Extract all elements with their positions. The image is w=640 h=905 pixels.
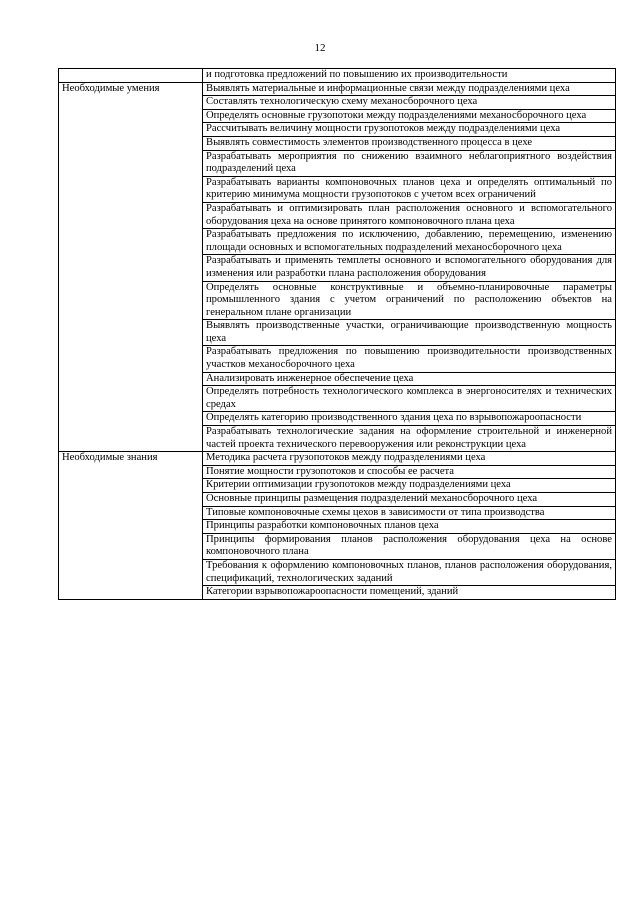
continuation-label-cell [59, 69, 203, 83]
section-label-skills: Необходимые умения [59, 82, 203, 452]
requirement-item: Определять основные конструктивные и объемно-планировочные параметры промышленного здания с учетом ограничений по расположению объектов на генеральном плане организации [203, 281, 616, 320]
page-number: 12 [314, 42, 326, 54]
requirement-item: Анализировать инженерное обеспечение цеха [203, 372, 616, 386]
requirement-item: Определять категорию производственного здания цеха по взрывопожароопасности [203, 412, 616, 426]
requirement-item: Разрабатывать и применять темплеты основного и вспомогательного оборудования для изменения или разработки плана расположения оборудования [203, 255, 616, 281]
requirement-item: Разрабатывать мероприятия по снижению взаимного неблагоприятного воздействия подразделений цеха [203, 150, 616, 176]
continuation-row [59, 69, 616, 83]
requirement-item: Составлять технологическую схему механосборочного цеха [203, 96, 616, 110]
requirement-item: Типовые компоновочные схемы цехов в зависимости от типа производства [203, 506, 616, 520]
requirement-item: Определять потребность технологического комплекса в энергоносителях и технических средах [203, 386, 616, 412]
requirement-item: Разрабатывать технологические задания на оформление строительной и инженерной частей проекта технического перевооружения или реконструкции цеха [203, 426, 616, 452]
requirement-item: Разрабатывать предложения по повышению производительности производственных участков механосборочного цеха [203, 346, 616, 372]
continuation-text: и подготовка предложений по повышению их производительности [203, 69, 616, 83]
table-row [59, 452, 616, 466]
requirement-item: Принципы разработки компоновочных планов цеха [203, 520, 616, 534]
requirement-item: Разрабатывать варианты компоновочных планов цеха и определять оптимальный по критерию минимума мощности грузопотоков с учетом всех ограничений [203, 176, 616, 202]
requirement-item: Разрабатывать предложения по исключению, добавлению, перемещению, изменению площади основных и вспомогательных подразделений механосборочного цеха [203, 229, 616, 255]
requirement-item: Категории взрывопожароопасности помещений, зданий [203, 586, 616, 600]
section-label-knowledge: Необходимые знания [59, 452, 203, 600]
requirement-item: Разрабатывать и оптимизировать план расположения основного и вспомогательного оборудования цеха на основе принятого компоновочного плана цеха [203, 202, 616, 228]
requirement-item: Принципы формирования планов расположения оборудования цеха на основе компоновочного плана [203, 533, 616, 559]
requirement-item: Выявлять материальные и информационные связи между подразделениями цеха [203, 82, 616, 96]
requirement-item: Выявлять производственные участки, ограничивающие производственную мощность цеха [203, 320, 616, 346]
requirements-table-body [59, 69, 616, 600]
requirement-item: Требования к оформлению компоновочных планов, планов расположения оборудования, спецификаций, технологических заданий [203, 559, 616, 585]
requirements-table [58, 68, 616, 600]
requirement-item: Методика расчета грузопотоков между подразделениями цеха [203, 452, 616, 466]
requirement-item: Выявлять совместимость элементов производственного процесса в цехе [203, 136, 616, 150]
requirement-item: Основные принципы размещения подразделений механосборочного цеха [203, 493, 616, 507]
table-row [59, 82, 616, 96]
requirement-item: Понятие мощности грузопотоков и способы ее расчета [203, 465, 616, 479]
requirement-item: Критерии оптимизации грузопотоков между подразделениями цеха [203, 479, 616, 493]
requirement-item: Определять основные грузопотоки между подразделениями механосборочного цеха [203, 109, 616, 123]
requirement-item: Рассчитывать величину мощности грузопотоков между подразделениями цеха [203, 123, 616, 137]
